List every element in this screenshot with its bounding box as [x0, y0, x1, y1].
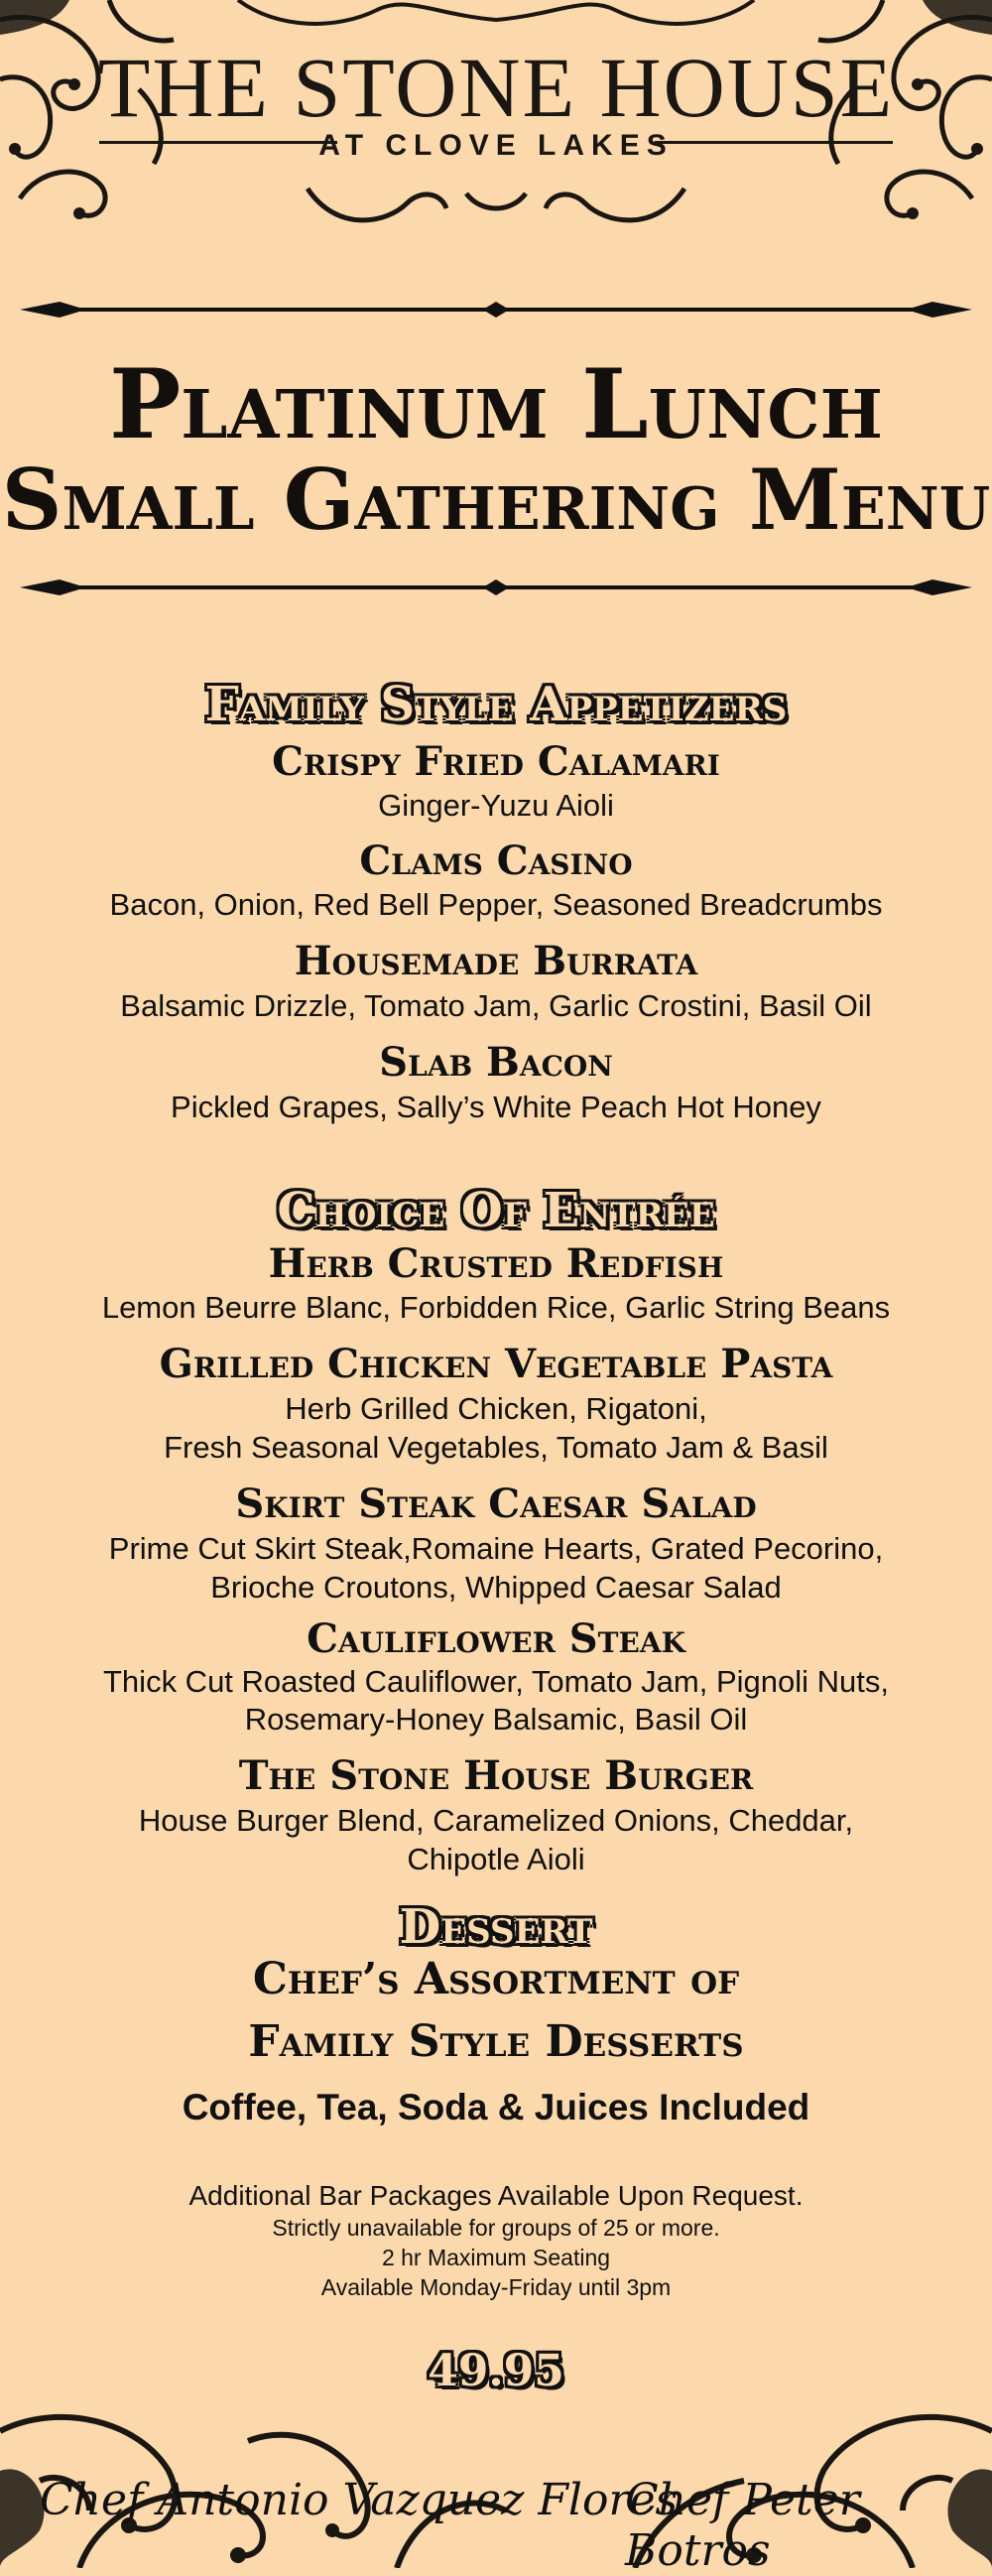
dish-desc-slab-bacon: Pickled Grapes, Sally’s White Peach Hot Honey [171, 1090, 821, 1124]
menu-title-line2: Small Gathering Menu [1, 451, 991, 549]
section-heading-appetizers: Family Style Appetizers [204, 677, 788, 732]
title-divider-bottom [20, 576, 972, 599]
dish-name-skirt-steak-salad: Skirt Steak Caesar Salad [235, 1481, 757, 1527]
dish-desc-chicken-pasta-1: Herb Grilled Chicken, Rigatoni, [285, 1391, 707, 1426]
dish-name-cauliflower-steak: Cauliflower Steak [307, 1615, 685, 1662]
dish-desc-calamari: Ginger-Yuzu Aioli [378, 788, 614, 823]
menu-title-line1: Platinum Lunch [109, 348, 883, 460]
brand-location: AT CLOVE LAKES [318, 129, 674, 162]
section-heading-entree: Choice Of Entrée [277, 1183, 715, 1238]
dessert-line-1: Chef’s Assortment of [252, 1954, 740, 2004]
dessert-line-2: Family Style Desserts [248, 2016, 744, 2067]
dish-desc-cauliflower-steak-2: Rosemary-Honey Balsamic, Basil Oil [244, 1702, 748, 1737]
section-heading-dessert: Dessert [399, 1899, 593, 1955]
bottom-left-flourish-ornament [0, 2362, 516, 2568]
dish-desc-burger-2: Chipotle Aioli [407, 1842, 585, 1876]
dish-desc-clams-casino: Bacon, Onion, Red Bell Pepper, Seasoned Breadcrumbs [109, 887, 883, 922]
dish-name-redfish: Herb Crusted Redfish [268, 1240, 724, 1287]
note-seating: 2 hr Maximum Seating [381, 2245, 611, 2270]
signature-chef-antonio: Chef Antonio Vazquez Flores [40, 2475, 679, 2525]
dish-desc-skirt-steak-salad-2: Brioche Croutons, Whipped Caesar Salad [210, 1570, 782, 1605]
dish-desc-chicken-pasta-2: Fresh Seasonal Vegetables, Tomato Jam & Basil [164, 1430, 828, 1465]
dish-desc-redfish: Lemon Beurre Blanc, Forbidden Rice, Garlic String Beans [101, 1290, 891, 1325]
beverages-included: Coffee, Tea, Soda & Juices Included [182, 2087, 810, 2127]
title-divider-top [20, 298, 972, 322]
top-center-flourish-ornament [198, 0, 794, 40]
signature-chef-peter: Chef Peter Botros [625, 2475, 860, 2576]
note-bar-packages: Additional Bar Packages Available Upon Request. [188, 2180, 804, 2211]
dish-desc-cauliflower-steak-1: Thick Cut Roasted Cauliflower, Tomato Jam, Pignoli Nuts, [103, 1664, 889, 1699]
dish-desc-burger-1: House Burger Blend, Caramelized Onions, Cheddar, [138, 1803, 854, 1838]
dish-name-burger: The Stone House Burger [238, 1752, 754, 1799]
dish-name-burrata: Housemade Burrata [294, 938, 698, 984]
dish-name-calamari: Crispy Fried Calamari [272, 738, 720, 785]
note-availability: Available Monday-Friday until 3pm [320, 2274, 672, 2300]
dish-name-clams-casino: Clams Casino [359, 837, 633, 884]
dish-name-slab-bacon: Slab Bacon [379, 1039, 613, 1086]
brand-under-flourish-ornament [298, 179, 694, 238]
dish-desc-burrata: Balsamic Drizzle, Tomato Jam, Garlic Crostini, Basil Oil [120, 988, 872, 1023]
dish-name-chicken-pasta: Grilled Chicken Vegetable Pasta [159, 1341, 833, 1387]
note-group-restriction: Strictly unavailable for groups of 25 or more. [272, 2215, 720, 2241]
brand-logo-name: THE STONE HOUSE [97, 40, 895, 135]
price: 49.95 [428, 2346, 564, 2396]
dish-desc-skirt-steak-salad-1: Prime Cut Skirt Steak,Romaine Hearts, Grated Pecorino, [108, 1531, 884, 1566]
